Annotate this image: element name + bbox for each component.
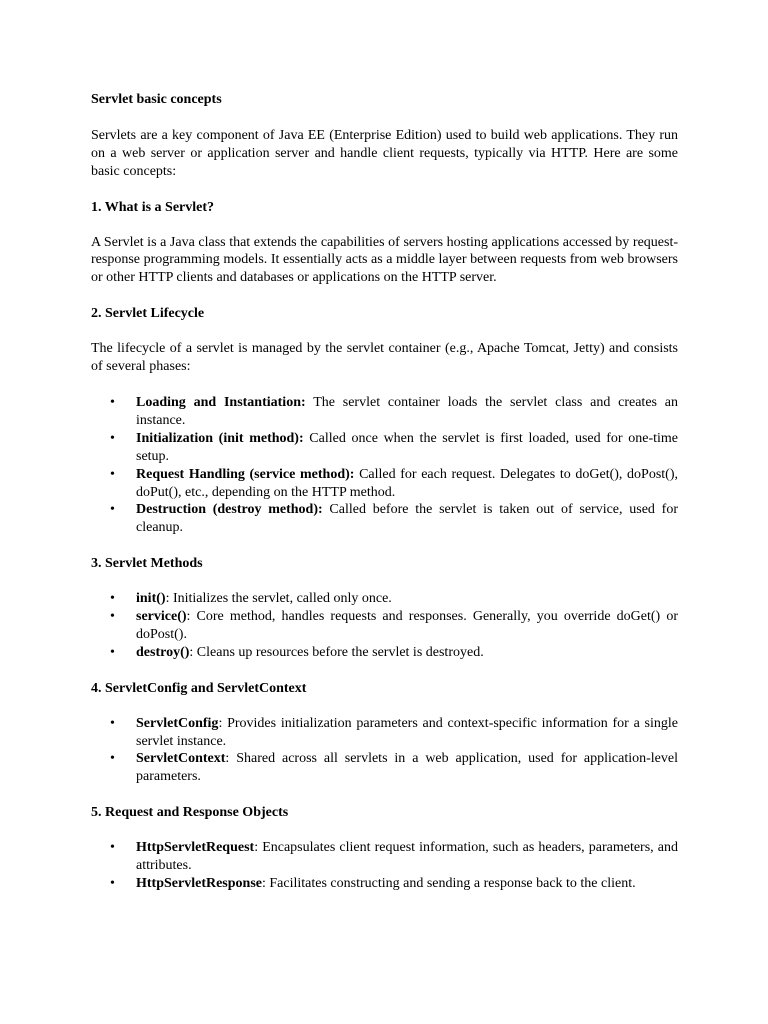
section-paragraph-what-is-servlet: A Servlet is a Java class that extends the capabilities of servers hosting applications accessed by request-response programming models. It essentially acts as a middle layer between requests from web browsers or other HTTP clients and databases or applications on the HTTP server. xyxy=(91,234,678,286)
list-item xyxy=(136,715,678,751)
document-title: Servlet basic concepts xyxy=(91,92,222,107)
list-item xyxy=(136,875,678,893)
section-heading-request-response: 5. Request and Response Objects xyxy=(91,805,289,821)
list-item-term: ServletContext xyxy=(136,751,226,767)
list-item xyxy=(136,590,678,608)
list-item-text: : Shared across all servlets in a web application, used for application-level parameters. xyxy=(136,751,678,785)
lifecycle-list xyxy=(91,394,678,537)
list-item-text: : Cleans up resources before the servlet is destroyed. xyxy=(189,644,484,660)
request-response-list xyxy=(91,839,678,893)
list-item xyxy=(136,394,678,430)
list-item-term: HttpServletResponse xyxy=(136,876,262,891)
list-item-text: The servlet container loads the servlet class and creates an instance. xyxy=(136,394,678,428)
list-item xyxy=(136,839,678,875)
list-item-term: Loading and Instantiation: xyxy=(136,394,306,410)
intro-paragraph: Servlets are a key component of Java EE (Enterprise Edition) used to build web applications. They run on a web server or application server and handle client requests, typically via HTTP. Here are some basic concepts: xyxy=(91,127,678,179)
list-item-text: : Core method, handles requests and responses. Generally, you override doGet() or doPost(). xyxy=(136,609,678,642)
list-item-term: destroy() xyxy=(136,644,190,660)
list-item-text: Called before the servlet is taken out of service, used for cleanup. xyxy=(136,502,679,536)
list-item-text: Called once when the servlet is first loaded, used for one-time setup. xyxy=(136,430,678,464)
list-item xyxy=(136,750,678,786)
list-item-term: init() xyxy=(136,591,166,607)
methods-list xyxy=(91,590,678,662)
list-item-term: Initialization (init method): xyxy=(136,430,304,446)
list-item-term: Request Handling (service method): xyxy=(136,466,355,482)
section-heading-lifecycle: 2. Servlet Lifecycle xyxy=(91,306,205,322)
list-item xyxy=(136,466,678,502)
list-item-text: Called for each request. Delegates to doGet(), doPost(), doPut(), etc., depending on the HTTP method. xyxy=(136,466,678,500)
section-heading-config-context: 4. ServletConfig and ServletContext xyxy=(91,680,307,696)
section-heading-what-is-servlet: 1. What is a Servlet? xyxy=(91,199,215,215)
list-item xyxy=(136,430,678,466)
list-item xyxy=(136,608,678,644)
section-paragraph-lifecycle: The lifecycle of a servlet is managed by the servlet container (e.g., Apache Tomcat, Jetty) and consists of several phases: xyxy=(91,341,678,375)
list-item-term: HttpServletRequest xyxy=(136,840,255,856)
section-heading-methods: 3. Servlet Methods xyxy=(91,556,203,572)
list-item xyxy=(136,501,678,537)
list-item-term: Destruction (destroy method): xyxy=(136,502,323,518)
list-item-text: : Provides initialization parameters and context-specific information for a single servlet instance. xyxy=(136,715,678,749)
list-item-term: ServletConfig xyxy=(136,715,219,731)
list-item-text: : Facilitates constructing and sending a response back to the client. xyxy=(262,876,636,891)
list-item-text: : Encapsulates client request information, such as headers, parameters, and attributes. xyxy=(136,840,678,874)
list-item-term: service() xyxy=(136,609,187,625)
document-page xyxy=(91,91,678,911)
config-context-list xyxy=(91,715,678,787)
list-item-text: : Initializes the servlet, called only once. xyxy=(165,591,392,607)
list-item xyxy=(136,644,678,662)
